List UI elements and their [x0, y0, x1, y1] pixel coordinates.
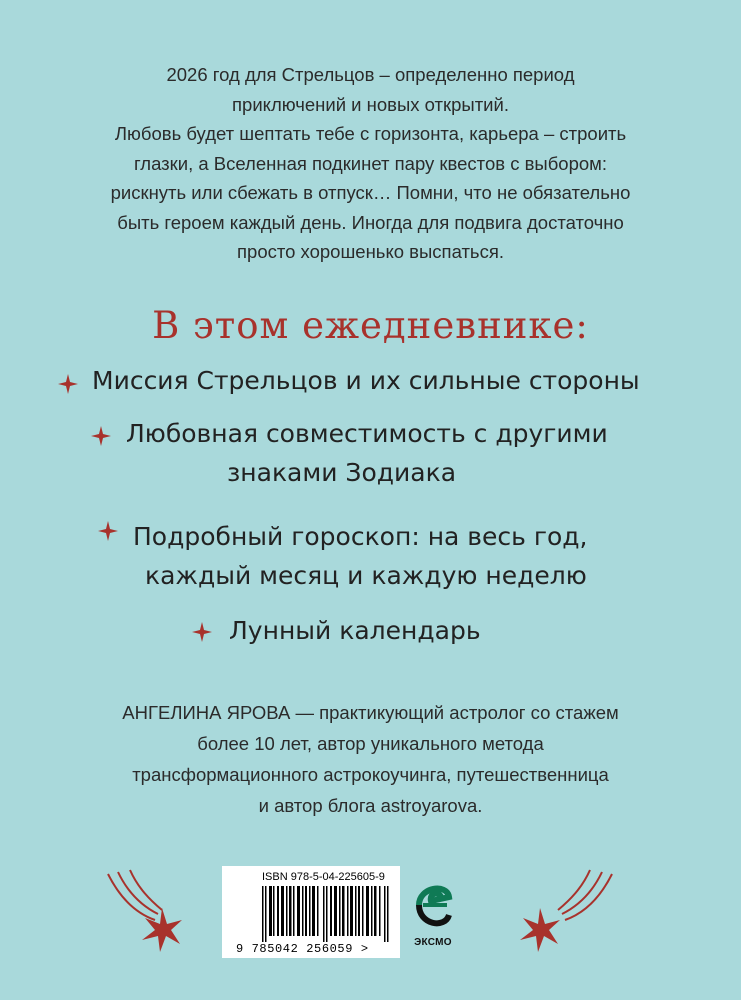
isbn-text: ISBN 978-5-04-225605-9: [262, 871, 385, 883]
feature-line: Миссия Стрельцов и их сильные стороны: [92, 366, 640, 395]
feature-item: [229, 611, 481, 650]
publisher-name: ЭКСМО: [414, 937, 452, 948]
sparkle-icon: [192, 622, 212, 642]
barcode: [262, 886, 392, 942]
author-bio: [40, 697, 701, 821]
shooting-star-icon: [100, 868, 210, 978]
barcode-box: [222, 866, 400, 958]
shooting-star-icon: [500, 868, 620, 978]
sparkle-icon: [98, 521, 118, 541]
publisher-logo-icon: [413, 875, 453, 935]
author-line: АНГЕЛИНА ЯРОВА — практикующий астролог со стажем: [122, 702, 619, 723]
features-heading: В этом ежедневнике:: [152, 304, 589, 347]
feature-line: Лунный календарь: [229, 616, 481, 645]
intro-line: 2026 год для Стрельцов – определенно период: [166, 64, 575, 85]
intro-line: глазки, а Вселенная подкинет пару квестов с выбором:: [133, 152, 608, 174]
feature-line: Подробный гороскоп: на весь год,: [133, 522, 588, 551]
feature-item: [92, 361, 640, 400]
barcode-digits: 9 785042 256059 >: [236, 942, 369, 956]
author-line: более 10 лет, автор уникального метода: [197, 733, 544, 754]
intro-line: Любовь будет шептать тебе с горизонта, карьера – строить: [114, 123, 627, 144]
intro-line: быть героем каждый день. Иногда для подвига достаточно: [117, 211, 624, 233]
author-line: и автор блога astroyarova.: [258, 795, 483, 816]
feature-item: [133, 517, 588, 595]
feature-line: Любовная совместимость с другими: [126, 419, 608, 448]
intro-line: приключений и новых открытий.: [232, 93, 509, 115]
sparkle-icon: [58, 374, 78, 394]
feature-line: знаками Зодиака: [227, 458, 457, 487]
feature-line: каждый месяц и каждую неделю: [145, 561, 587, 590]
author-line: трансформационного астрокоучинга, путешественница: [132, 764, 609, 785]
feature-item: [126, 414, 608, 492]
sparkle-icon: [91, 426, 111, 446]
intro-line: просто хорошенько выспаться.: [237, 241, 504, 262]
intro-paragraph: [40, 60, 701, 267]
intro-line: рискнуть или сбежать в отпуск… Помни, что не обязательно: [110, 182, 631, 203]
